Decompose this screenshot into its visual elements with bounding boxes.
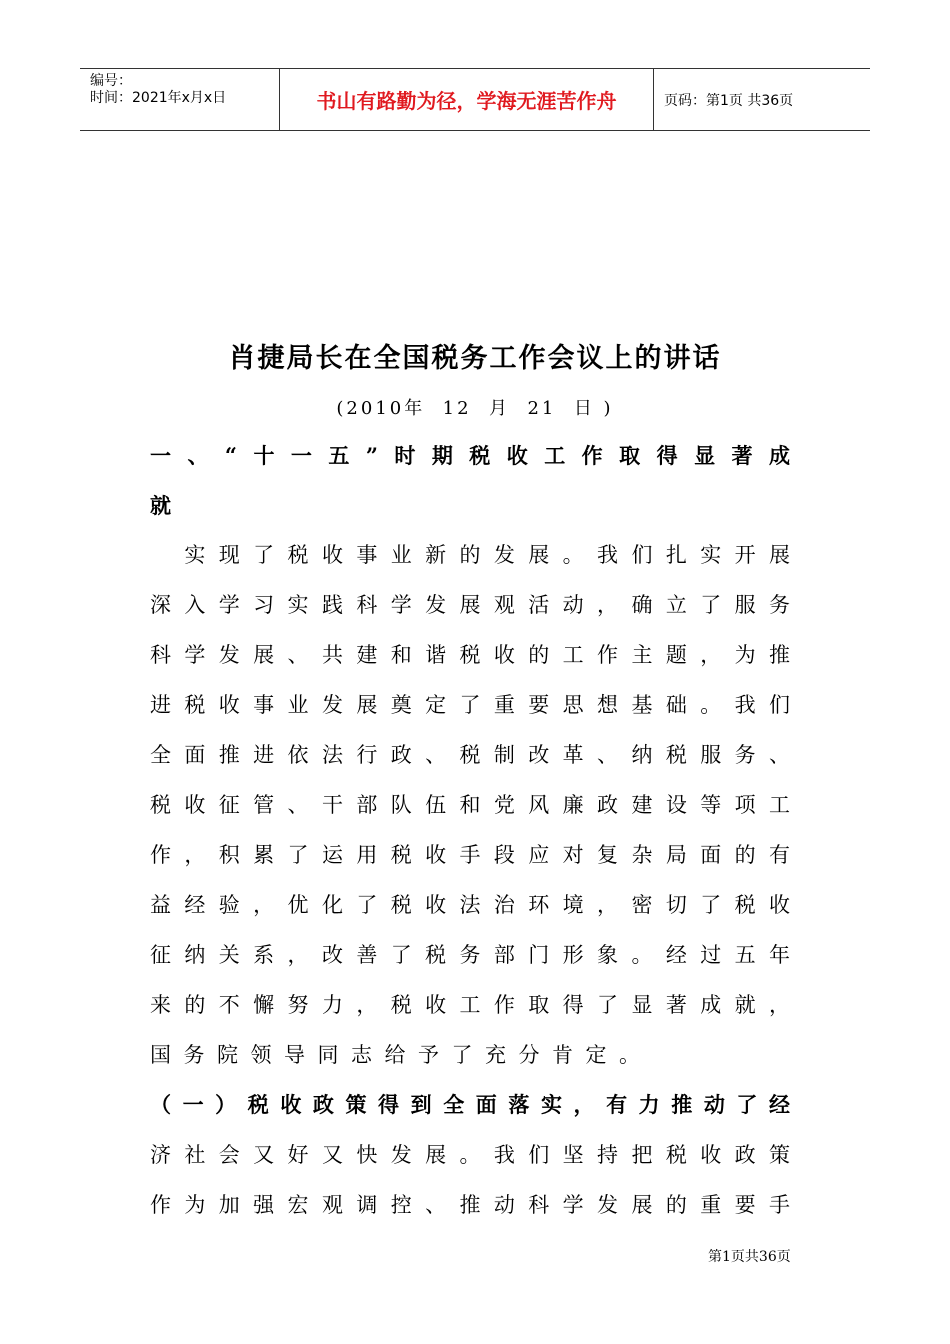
paragraph-line: 作为加强宏观调控、推动科学发展的重要手 — [150, 1193, 790, 1217]
paragraph-line: 征纳关系，改善了税务部门形象。经过五年 — [150, 943, 790, 967]
paragraph-line: 进税收事业发展奠定了重要思想基础。我们 — [150, 693, 790, 717]
section-heading-line1: 一、“十一五”时期税收工作取得显著成 — [150, 443, 790, 468]
header-table — [80, 68, 870, 131]
paragraph-line: 实现了税收事业新的发展。我们扎实开展 — [150, 543, 790, 567]
document-title: 肖捷局长在全国税务工作会议上的讲话 — [228, 343, 722, 374]
number-label: 编号： — [90, 73, 132, 89]
paragraph-line: 益经验，优化了税收法治环境，密切了税收 — [150, 893, 790, 917]
page-footer: 第1页共36页 — [708, 1249, 791, 1265]
subsection-heading: （一）税收政策得到全面落实，有力推动了经 — [150, 1092, 790, 1117]
header-left-cell — [80, 69, 280, 130]
page-info: 页码：第1页 共36页 — [664, 92, 794, 109]
paragraph-line: 税收征管、干部队伍和党风廉政建设等项工 — [150, 793, 790, 817]
time-label: 时间：2021年x月x日 — [90, 90, 227, 106]
section-heading-line2: 就 — [150, 493, 184, 518]
paragraph-line: 济社会又好又快发展。我们坚持把税收政策 — [150, 1143, 790, 1167]
paragraph-line: 全面推进依法行政、税制改革、纳税服务、 — [150, 743, 790, 767]
document-date: (2010年 12 月 21 日 ) — [336, 398, 614, 419]
motto: 书山有路勤为径，学海无涯苦作舟 — [280, 69, 654, 130]
paragraph-line: 作，积累了运用税收手段应对复杂局面的有 — [150, 843, 790, 867]
paragraph-line: 科学发展、共建和谐税收的工作主题，为推 — [150, 643, 790, 667]
paragraph-line: 深入学习实践科学发展观活动，确立了服务 — [150, 593, 790, 617]
paragraph-line: 来的不懈努力，税收工作取得了显著成就， — [150, 993, 790, 1017]
paragraph-line: 国务院领导同志给予了充分肯定。 — [150, 1043, 653, 1067]
